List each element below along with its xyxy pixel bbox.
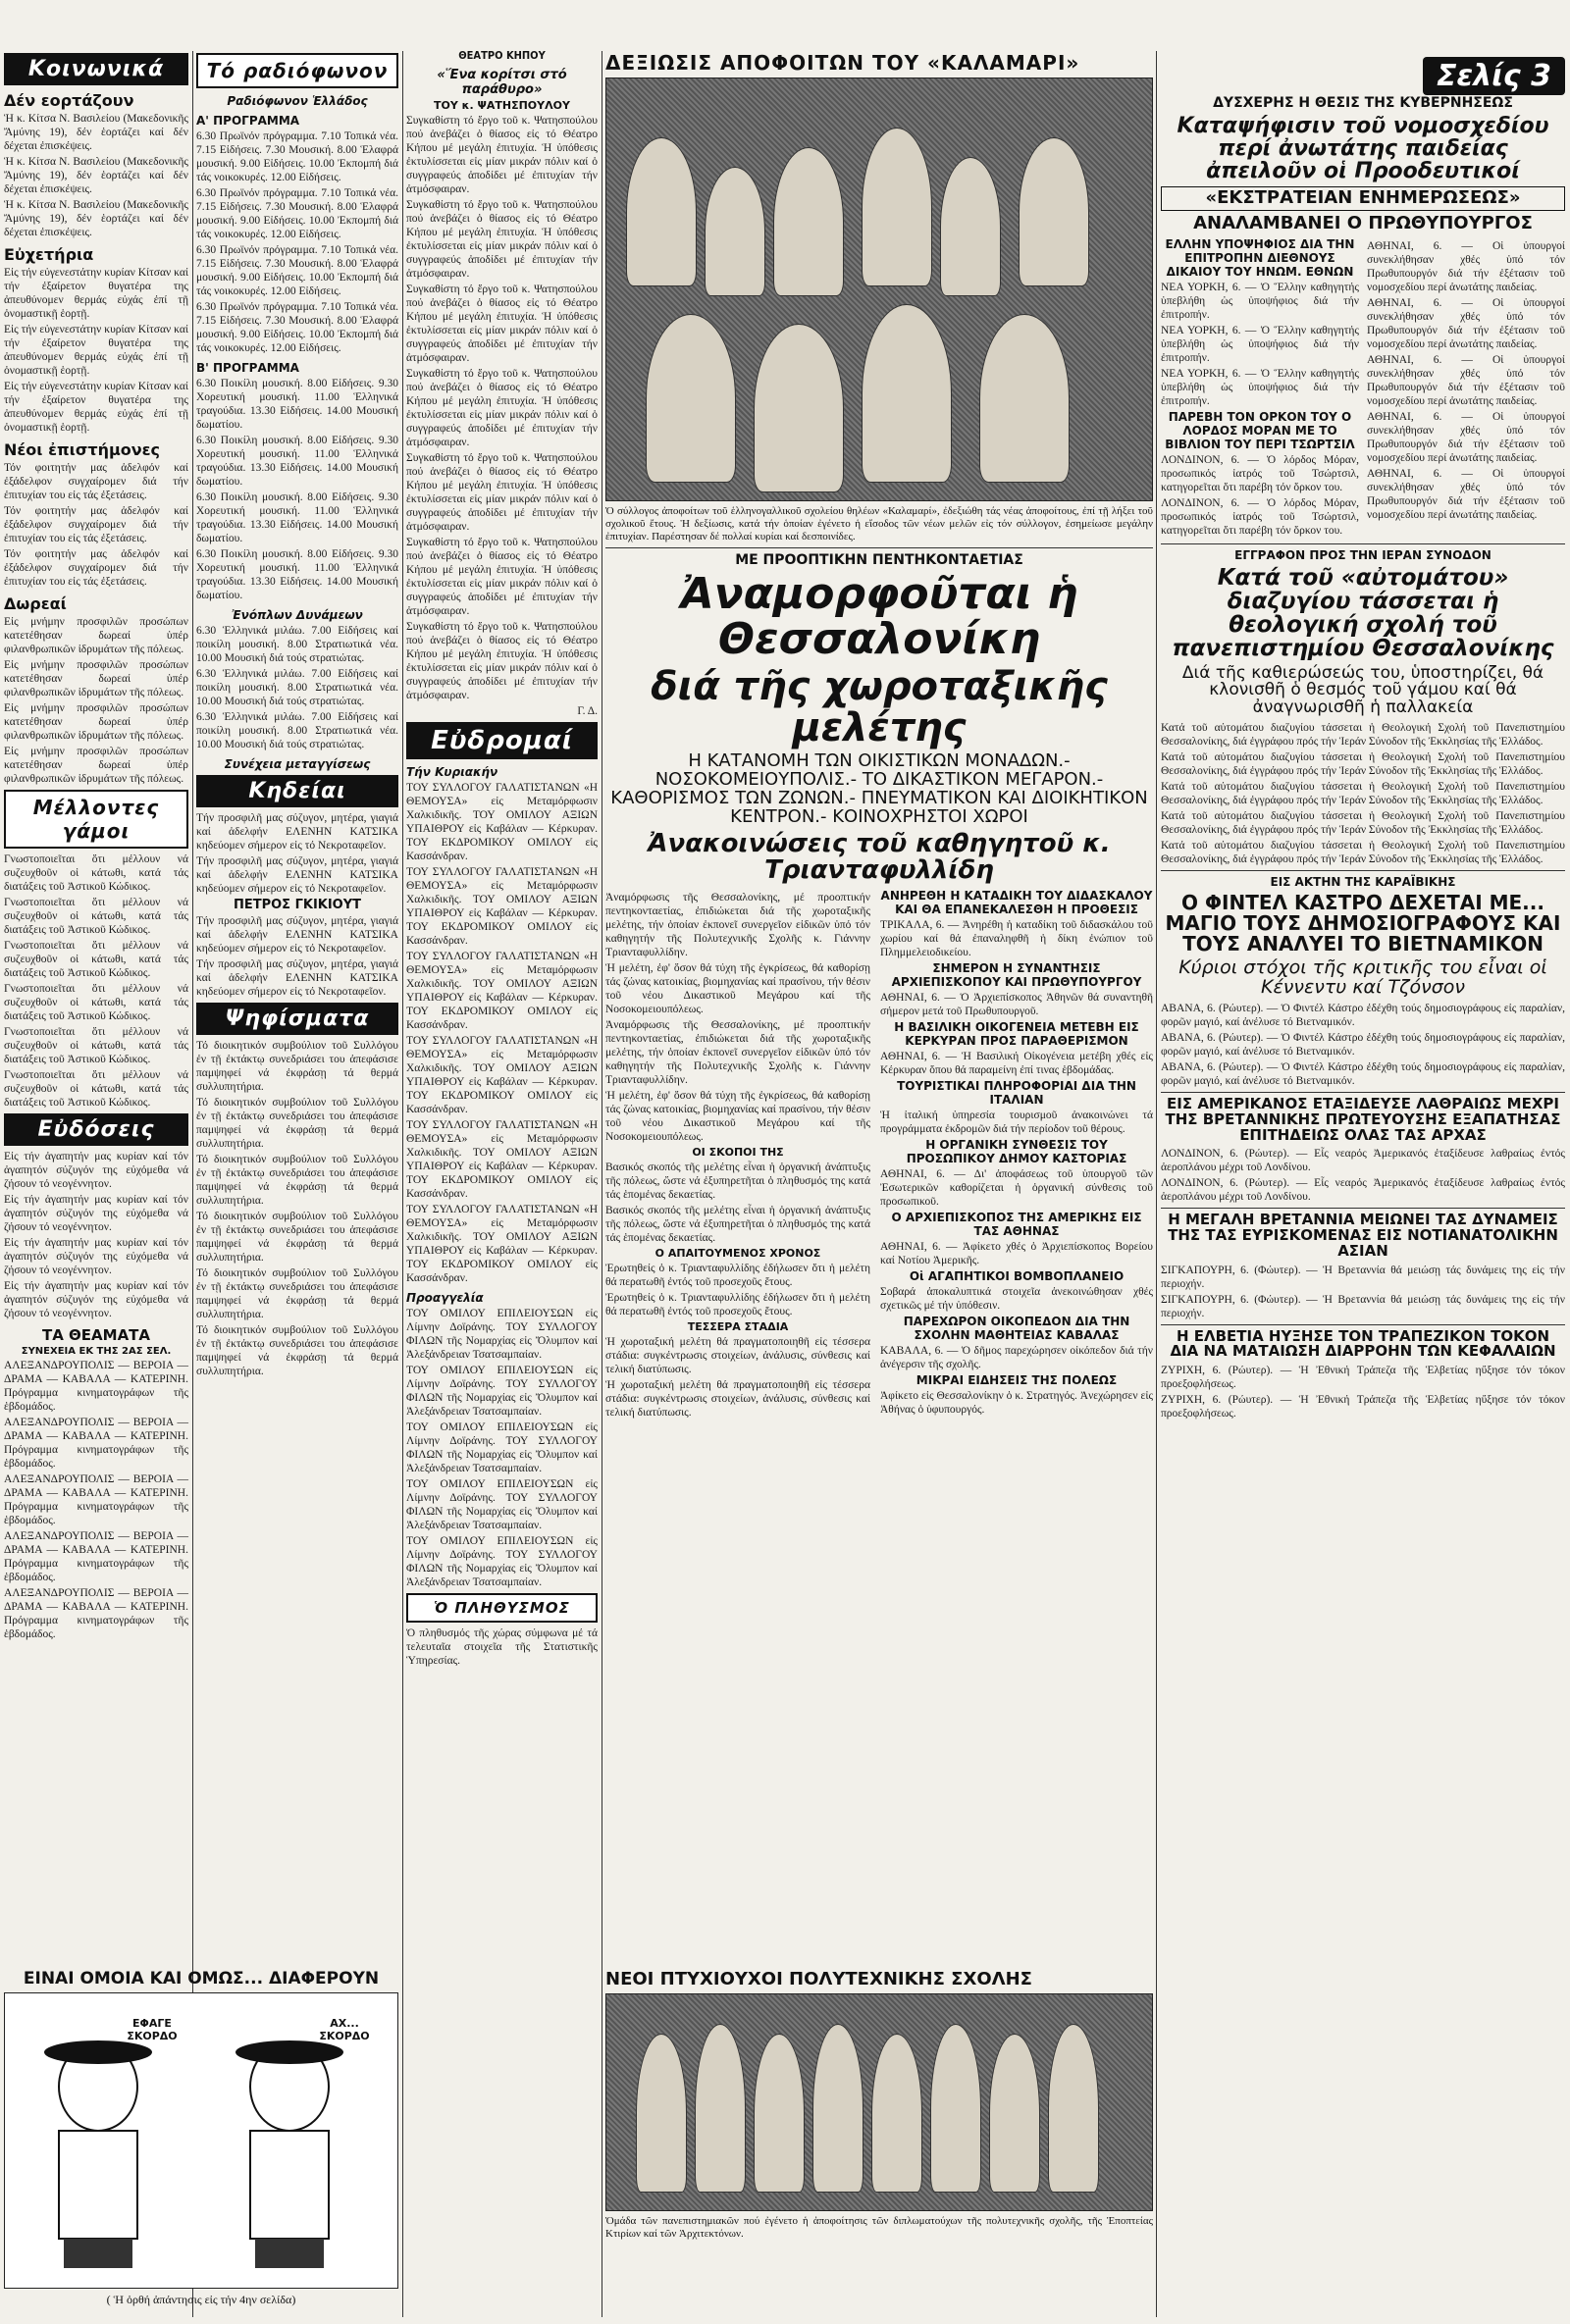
article-text: Ἡ ἰταλική ὑπηρεσία τουρισμοῦ ἀνακοινώνει τά προγράμματα ἐκδρομῶν διά τήν περίοδον τοῦ θέρους. (880, 1109, 1153, 1135)
article-text: Τήν προσφιλῆ μας σύζυγον, μητέρα, γιαγιά καί ἀδελφήν ΕΛΕΝΗΝ ΚΑΤΣΙΚΑ κηδεύομεν σήμερον εἰς τό Νεκροταφεῖον. (196, 915, 398, 955)
subheadline: Διά τῆς καθιερώσεώς του, ὑποστηρίζει, θά κλονισθῆ ὁ θεσμός τοῦ γάμου καί θά ἀναγνωρισθῆ ἡ παλλακεία (1181, 662, 1544, 718)
headline: ΑΝΑΛΑΜΒΑΝΕΙ Ο ΠΡΩΘΥΠΟΥΡΓΟΣ (1193, 213, 1533, 234)
article-text: Ἡ μελέτη, ἐφ' ὅσον θά τύχη τῆς ἐγκρίσεως, θά καθορίσῃ τάς ζώνας κατοικίας, βιομηχανίας καί πρασίνου, τήν θέσιν τοῦ νέου Δικαστικοῦ Μεγάρου καί τῆς Νοσοκομειουπόλεως. (605, 961, 870, 1015)
article-text: Βασικός σκοπός τῆς μελέτης εἶναι ἡ ὀργανική ἀνάπτυξις τῆς πόλεως, ὥστε νά ἐξυπηρετῆται ὁ πληθυσμός της κατά τάς ἑπομένας δεκαετίας. (605, 1161, 870, 1201)
article-text: ΤΡΙΚΑΛΑ, 6. — Ἀνηρέθη ἡ καταδίκη τοῦ διδασκάλου τοῦ χωρίου καί θά ἐπαναληφθῆ ἡ δίκη ἐνώπιον τοῦ Πλημμελειοδικείου. (880, 918, 1153, 958)
photo-figure (979, 314, 1070, 483)
article-text: 6.30 Ἑλληνικά μιλάω. 7.00 Εἰδήσεις καί ποικίλη μουσική. 8.00 Στρατιωτικά νέα. 10.00 Μουσική διά τούς στρατιώτας. (196, 711, 398, 750)
article-text: ΚΑΒΑΛΑ, 6. — Ὁ δῆμος παρεχώρησεν οἰκόπεδον διά τήν ἀνέγερσιν τῆς σχολῆς. (880, 1344, 1153, 1370)
radio-subtitle: Ραδιόφωνον Ἑλλάδος (227, 94, 368, 108)
photo-figure (695, 2024, 746, 2193)
article-text: Ἡ κ. Κίτσα Ν. Βασιλείου (Μακεδονικῆς Ἄμύνης 19), δέν ἑορτάζει καί δέν δέχεται ἐπισκέψεις. (4, 113, 188, 152)
armed-forces-title: Ἐνόπλων Δυνάμεων (232, 608, 363, 622)
column-social (4, 49, 188, 1643)
photo-figure (862, 304, 952, 483)
article-text: ΑΒΑΝΑ, 6. (Ρώυτερ). — Ὁ Φιντέλ Κάστρο ἐδέχθη τούς δημοσιογράφους εἰς παραλίαν, φορῶν μαγιό, καί ἀνέλυσε τό Βιετναμικόν. (1161, 1032, 1565, 1059)
article-text: ΤΟΥ ΣΥΛΛΟΓΟΥ ΓΑΛΑΤΙΣΤΑΝΩΝ «Η ΘΕΜΟΥΣΑ» εἰς Μεταμόρφωσιν Χαλκιδικῆς. ΤΟΥ ΟΜΙΛΟΥ ΑΞΙΩΝ ΥΠΑΙΘΡΟΥ εἰς Καβάλαν — Κέρκυραν. ΤΟΥ ΕΚΔΡΟΜΙΚΟΥ ΟΜΙΛΟΥ εἰς Κασσάνδραν. (406, 866, 598, 947)
banner-eydromai: Εὐδρομαί (406, 722, 598, 759)
article-right-column (880, 889, 1153, 1421)
article-text: Ἀφίκετο εἰς Θεσσαλονίκην ὁ κ. Στρατηγός. Ἀνεχώρησεν εἰς Ἀθήνας ὁ ὑφυπουργός. (880, 1389, 1153, 1416)
subcolumn (1367, 237, 1565, 540)
column-right (1161, 57, 1565, 1422)
article-text: Γνωστοποιεῖται ὅτι μέλλουν νά συζευχθοῦν οἱ κάτωθι, κατά τάς διατάξεις τοῦ Ἀστικοῦ Κώδικος. (4, 983, 188, 1022)
page-number: Σελίς 3 (1423, 57, 1565, 95)
column-rule (1156, 51, 1157, 2317)
banner-radiofono: Τό ραδιόφωνον (196, 53, 398, 88)
theamata-continued: ΣΥΝΕΧΕΙΑ ΕΚ ΤΗΣ 2ΑΣ ΣΕΛ. (21, 1346, 172, 1357)
article-text: Γνωστοποιεῖται ὅτι μέλλουν νά συζευχθοῦν οἱ κάτωθι, κατά τάς διατάξεις τοῦ Ἀστικοῦ Κώδικος. (4, 897, 188, 936)
photo-caption: Ὁ σύλλογος ἀποφοίτων τοῦ ἑλληνογαλλικοῦ σχολείου θηλέων «Καλαμαρί», ἐδεξιώθη τάς νέας ἀποφοίτους, ἐπί τῇ λήξει τοῦ σχολικοῦ ἔτους. Ἡ δεξίωσις, κατά τήν ὁποίαν ἐγένετο ἡ εἴσοδος τῶν νέων μελῶν εἰς τόν σύλλογον, ἐσημείωσε μεγάλην ἐπιτυχίαν. Παρέστησαν δέ πολλαί κυρίαι καί δεσποινίδες. (605, 505, 1153, 542)
article-text: 6.30 Ἑλληνικά μιλάω. 7.00 Εἰδήσεις καί ποικίλη μουσική. 8.00 Στρατιωτικά νέα. 10.00 Μουσική διά τούς στρατιώτας. (196, 625, 398, 664)
section-title: Ο ΑΠΑΙΤΟΥΜΕΝΟΣ ΧΡΟΝΟΣ (654, 1246, 821, 1260)
article-text: ΑΒΑΝΑ, 6. (Ρώυτερ). — Ὁ Φιντέλ Κάστρο ἐδέχθη τούς δημοσιογράφους εἰς παραλίαν, φορῶν μαγιό, καί ἀνέλυσε τό Βιετναμικόν. (1161, 1061, 1565, 1088)
main-subhead: Η ΚΑΤΑΝΟΜΗ ΤΩΝ ΟΙΚΙΣΤΙΚΩΝ ΜΟΝΑΔΩΝ.- ΝΟΣΟΚΟΜΕΙΟΥΠΟΛΙΣ.- ΤΟ ΔΙΚΑΣΤΙΚΟΝ ΜΕΓΑΡΟΝ.- ΚΑΘΟΡΙΣΜΟΣ ΤΩΝ ΖΩΝΩΝ.- ΠΝΕΥΜΑΤΙΚΟΝ ΚΑΙ ΔΙΟΙΚΗΤΙΚΟΝ ΚΕΝΤΡΟΝ.- ΚΟΙΝΟΧΡΗΣΤΟΙ ΧΩΡΟΙ (610, 750, 1148, 828)
article-text: 6.30 Ποικίλη μουσική. 8.00 Εἰδήσεις. 9.30 Χορευτική μουσική. 11.00 Ἑλληνικά τραγούδια. 13.30 Εἰδήσεις. 14.00 Μουσική δωματίου. (196, 378, 398, 431)
article-text: Γνωστοποιεῖται ὅτι μέλλουν νά συζευχθοῦν οἱ κάτωθι, κατά τάς διατάξεις τοῦ Ἀστικοῦ Κώδικος. (4, 853, 188, 893)
article-text: 6.30 Πρωϊνόν πρόγραμμα. 7.10 Τοπικά νέα. 7.15 Εἰδήσεις. 7.30 Μουσική. 8.00 Ἑλαφρά μουσική. 9.00 Εἰδήσεις. 10.00 Ἐκπομπή διά τάς νοικοκυρές. 12.00 Εἰδήσεις. (196, 244, 398, 297)
article-text: ΑΘΗΝΑΙ, 6. — Οἱ ὑπουργοί συνεκλήθησαν χθές ὑπό τόν Πρωθυπουργόν διά τήν ἐξέτασιν τοῦ νομοσχεδίου περί ἀνωτάτης παιδείας. (1367, 354, 1565, 408)
brief-headline: ΑΝΗΡΕΘΗ Η ΚΑΤΑΔΙΚΗ ΤΟΥ ΔΙΔΑΣΚΑΛΟΥ ΚΑΙ ΘΑ ΕΠΑΝΕΚΑΛΕΣΘΗ Η ΠΡΟΘΕΣΙΣ (880, 888, 1153, 916)
article-text: Τό διοικητικόν συμβούλιον τοῦ Συλλόγου ἐν τῇ ἐκτάκτῳ συνεδριάσει του ἀπεφάσισε παμψηφεί νά ἐκφράσῃ τά θερμά συλλυπητήρια. (196, 1267, 398, 1320)
article-text: Τό διοικητικόν συμβούλιον τοῦ Συλλόγου ἐν τῇ ἐκτάκτῳ συνεδριάσει του ἀπεφάσισε παμψηφεί νά ἐκφράσῃ τά θερμά συλλυπητήρια. (196, 1154, 398, 1207)
brief-headline: Ο ΑΡΧΙΕΠΙΣΚΟΠΟΣ ΤΗΣ ΑΜΕΡΙΚΗΣ ΕΙΣ ΤΑΣ ΑΘΗΝΑΣ (891, 1210, 1142, 1238)
article-text: ΖΥΡΙΧΗ, 6. (Ρώυτερ). — Ἡ Ἐθνική Τράπεζα τῆς Ἑλβετίας ηὔξησε τόν τόκον προεξοφλήσεως. (1161, 1394, 1565, 1420)
photo-figure (626, 137, 697, 286)
article-text: Τό διοικητικόν συμβούλιον τοῦ Συλλόγου ἐν τῇ ἐκτάκτῳ συνεδριάσει του ἀπεφάσισε παμψηφεί νά ἐκφράσῃ τά θερμά συλλυπητήρια. (196, 1211, 398, 1264)
photo-figure (989, 2034, 1040, 2193)
section-title: Δέν εορτάζουν (4, 91, 134, 110)
cartoon-headline: ΕΙΝΑΙ ΟΜΟΙΑ ΚΑΙ ΟΜΩΣ... ΔΙΑΦΕΡΟΥΝ (23, 1969, 380, 1988)
photo-figure (754, 2034, 805, 2193)
article-text: ΑΘΗΝΑΙ, 6. — Ἀφίκετο χθές ὁ Ἀρχιεπίσκοπος Βορείου καί Νοτίου Ἀμερικῆς. (880, 1240, 1153, 1266)
article-signature: Γ. Δ. (577, 705, 598, 717)
article-text: Συγκαθίστη τό ἔργο τοῦ κ. Ψατησπούλου πού ἀνεβάζει ὁ θίασος εἰς τό Θέατρο Κήπου μέ μεγάλη ἐπιτυχία. Ἡ ὑπόθεσις ἐκτυλίσσεται εἰς μίαν μικράν πόλιν καί ὁ συγγραφεύς ἀποδίδει μέ ἐπιτυχίαν τήν ἀτμόσφαιραν. (406, 452, 598, 533)
subcolumn (1161, 237, 1359, 540)
article-text: Γνωστοποιεῖται ὅτι μέλλουν νά συζευχθοῦν οἱ κάτωθι, κατά τάς διατάξεις τοῦ Ἀστικοῦ Κώδικος. (4, 1069, 188, 1109)
photo-figure (636, 2034, 687, 2193)
article-text: 6.30 Πρωϊνόν πρόγραμμα. 7.10 Τοπικά νέα. 7.15 Εἰδήσεις. 7.30 Μουσική. 8.00 Ἑλαφρά μουσική. 9.00 Εἰδήσεις. 10.00 Ἐκπομπή διά τάς νοικοκυρές. 12.00 Εἰδήσεις. (196, 187, 398, 240)
article-text: Ἡ κ. Κίτσα Ν. Βασιλείου (Μακεδονικῆς Ἄμύνης 19), δέν ἑορτάζει καί δέν δέχεται ἐπισκέψεις. (4, 156, 188, 195)
divider (1161, 1208, 1565, 1209)
article-text: Τόν φοιτητήν μας ἀδελφόν καί ἐξάδελφον συγχαίρομεν διά τήν ἐπιτυχίαν του εἰς τάς ἐξετάσεις. (4, 548, 188, 588)
article-text: Συγκαθίστη τό ἔργο τοῦ κ. Ψατησπούλου πού ἀνεβάζει ὁ θίασος εἰς τό Θέατρο Κήπου μέ μεγάλη ἐπιτυχία. Ἡ ὑπόθεσις ἐκτυλίσσεται εἰς μίαν μικράν πόλιν καί ὁ συγγραφεύς ἀποδίδει μέ ἐπιτυχίαν τήν ἀτμόσφαιραν. (406, 284, 598, 364)
article-text: Εἰς τήν εὐγενεστάτην κυρίαν Κίτσαν καί τήν ἐξαίρετον θυγατέρα της ἀπευθύνομεν θερμάς εὐχάς ἐπί τῇ ὀνομαστικῇ ἑορτῇ. (4, 324, 188, 377)
banner-mellontes: Μέλλοντες γάμοι (4, 790, 188, 849)
section-title: Προαγγελία (406, 1291, 484, 1305)
section-title: Εὐχετήρια (4, 245, 94, 264)
article-text: Ἀναμόρφωσις τῆς Θεσσαλονίκης, μέ προοπτικήν πεντηκονταετίας, ἐπιδιώκεται διά τῆς χωροταξικῆς μελέτης, τήν ὁποίαν ἐκπονεῖ συνεργεῖον εἰδικῶν ὑπό τόν καθηγητήν τῆς Πολυτεχνικῆς Σχολῆς κ. Γιάννην Τριανταφυλλίδην. (605, 1018, 870, 1086)
graduates-section (605, 1967, 1153, 2245)
section-title: Συνέχεια μεταγγίσεως (224, 757, 371, 771)
article-text: ΤΟΥ ΣΥΛΛΟΓΟΥ ΓΑΛΑΤΙΣΤΑΝΩΝ «Η ΘΕΜΟΥΣΑ» εἰς Μεταμόρφωσιν Χαλκιδικῆς. ΤΟΥ ΟΜΙΛΟΥ ΑΞΙΩΝ ΥΠΑΙΘΡΟΥ εἰς Καβάλαν — Κέρκυραν. ΤΟΥ ΕΚΔΡΟΜΙΚΟΥ ΟΜΙΛΟΥ εἰς Κασσάνδραν. (406, 951, 598, 1031)
article-text: ΛΟΝΔΙΝΟΝ, 6. — Ὁ λόρδος Μόραν, προσωπικός ἰατρός τοῦ Τσώρτσιλ, κατηγορεῖται ὅτι παρέβη τόν ὅρκον του. (1161, 497, 1359, 538)
article-text: Κατά τοῦ αὐτομάτου διαζυγίου τάσσεται ἡ Θεολογική Σχολή τοῦ Πανεπιστημίου Θεσσαλονίκης, διά ἐγγράφου πρός τήν Ἱεράν Σύνοδον τῆς Ἐκκλησίας τῆς Ἑλλάδος. (1161, 781, 1565, 807)
article-text: Τό διοικητικόν συμβούλιον τοῦ Συλλόγου ἐν τῇ ἐκτάκτῳ συνεδριάσει του ἀπεφάσισε παμψηφεί νά ἐκφράσῃ τά θερμά συλλυπητήρια. (196, 1324, 398, 1377)
article-text: ΤΟΥ ΟΜΙΛΟΥ ΕΠΙΛΕΙΟΥΣΩΝ εἰς Λίμνην Δοϊράνης. ΤΟΥ ΣΥΛΛΟΓΟΥ ΦΙΛΩΝ τῆς Νομαρχίας εἰς Ὄλυμπον καί Ἀλεξάνδρειαν Τσατσαμπαίαν. (406, 1421, 598, 1474)
article-text: Τό διοικητικόν συμβούλιον τοῦ Συλλόγου ἐν τῇ ἐκτάκτῳ συνεδριάσει του ἀπεφάσισε παμψηφεί νά ἐκφράσῃ τά θερμά συλλυπητήρια. (196, 1040, 398, 1093)
photo-figure (812, 2024, 864, 2193)
article-text: Κατά τοῦ αὐτομάτου διαζυγίου τάσσεται ἡ Θεολογική Σχολή τοῦ Πανεπιστημίου Θεσσαλονίκης, διά ἐγγράφου πρός τήν Ἱεράν Σύνοδον τῆς Ἐκκλησίας τῆς Ἑλλάδος. (1161, 810, 1565, 837)
brief-headline: ΜΙΚΡΑΙ ΕΙΔΗΣΕΙΣ ΤΗΣ ΠΟΛΕΩΣ (916, 1372, 1118, 1387)
article-text: Ἡ μελέτη, ἐφ' ὅσον θά τύχη τῆς ἐγκρίσεως, θά καθορίσῃ τάς ζώνας κατοικίας, βιομηχανίας καί πρασίνου, τήν θέσιν τοῦ νέου Δικαστικοῦ Μεγάρου καί τῆς Νοσοκομειουπόλεως. (605, 1089, 870, 1143)
theatre-title: ΘΕΑΤΡΟ ΚΗΠΟΥ (458, 49, 546, 62)
article-text: Γνωστοποιεῖται ὅτι μέλλουν νά συζευχθοῦν οἱ κάτωθι, κατά τάς διατάξεις τοῦ Ἀστικοῦ Κώδικος. (4, 1026, 188, 1065)
headline: Κατά τοῦ «αὐτομάτου» διαζυγίου τάσσεται ἡ θεολογική σχολή τοῦ πανεπιστημίου Θεσσαλονίκης (1172, 565, 1554, 662)
article-text: ΤΟΥ ΟΜΙΛΟΥ ΕΠΙΛΕΙΟΥΣΩΝ εἰς Λίμνην Δοϊράνης. ΤΟΥ ΣΥΛΛΟΓΟΥ ΦΙΛΩΝ τῆς Νομαρχίας εἰς Ὄλυμπον καί Ἀλεξάνδρειαν Τσατσαμπαίαν. (406, 1478, 598, 1531)
article-text: ΑΒΑΝΑ, 6. (Ρώυτερ). — Ὁ Φιντέλ Κάστρο ἐδέχθη τούς δημοσιογράφους εἰς παραλίαν, φορῶν μαγιό, καί ἀνέλυσε τό Βιετναμικόν. (1161, 1003, 1565, 1029)
column-theatre (406, 49, 598, 1670)
photo-figure (773, 147, 844, 296)
brief-headline: Η ΟΡΓΑΝΙΚΗ ΣΥΝΘΕΣΙΣ ΤΟΥ ΠΡΟΣΩΠΙΚΟΥ ΔΗΜΟΥ ΚΑΣΤΟΡΙΑΣ (906, 1137, 1127, 1165)
article-text: Συγκαθίστη τό ἔργο τοῦ κ. Ψατησπούλου πού ἀνεβάζει ὁ θίασος εἰς τό Θέατρο Κήπου μέ μεγάλη ἐπιτυχία. Ἡ ὑπόθεσις ἐκτυλίσσεται εἰς μίαν μικράν πόλιν καί ὁ συγγραφεύς ἀποδίδει μέ ἐπιτυχίαν τήν ἀτμόσφαιραν. (406, 199, 598, 280)
subheadline: Κύριοι στόχοι τῆς κριτικῆς του εἶναι οἱ Κέννεντυ καί Τζόνσον (1178, 956, 1547, 999)
left-figure-icon (44, 2040, 152, 2268)
column-center (605, 49, 1153, 1421)
article-text: Εἰς τήν εὐγενεστάτην κυρίαν Κίτσαν καί τήν ἐξαίρετον θυγατέρα της ἀπευθύνομεν θερμάς εὐχάς ἐπί τῇ ὀνομαστικῇ ἑορτῇ. (4, 267, 188, 320)
article-text: ΑΘΗΝΑΙ, 6. — Οἱ ὑπουργοί συνεκλήθησαν χθές ὑπό τόν Πρωθυπουργόν διά τήν ἐξέτασιν τοῦ νομοσχεδίου περί ἀνωτάτης παιδείας. (1367, 468, 1565, 522)
play-author: ΤΟΥ κ. ΨΑΤΗΣΠΟΥΛΟΥ (434, 99, 570, 112)
article-text: ΑΛΕΞΑΝΔΡΟΥΠΟΛΙΣ — ΒΕΡΟΙΑ — ΔΡΑΜΑ — ΚΑΒΑΛΑ — ΚΑΤΕΡΙΝΗ. Πρόγραμμα κινηματογράφων τῆς ἑβδομάδος. (4, 1473, 188, 1526)
article-text: ΖΥΡΙΧΗ, 6. (Ρώυτερ). — Ἡ Ἐθνική Τράπεζα τῆς Ἑλβετίας ηὔξησε τόν τόκον προεξοφλήσεως. (1161, 1365, 1565, 1391)
article-text: Κατά τοῦ αὐτομάτου διαζυγίου τάσσεται ἡ Θεολογική Σχολή τοῦ Πανεπιστημίου Θεσσαλονίκης, διά ἐγγράφου πρός τήν Ἱεράν Σύνοδον τῆς Ἐκκλησίας τῆς Ἑλλάδος. (1161, 840, 1565, 866)
brief-headline: ΣΗΜΕΡΟΝ Η ΣΥΝΑΝΤΗΣΙΣ ΑΡΧΙΕΠΙΣΚΟΠΟΥ ΚΑΙ ΠΡΩΘΥΠΟΥΡΓΟΥ (891, 960, 1142, 989)
article-text: Ἐρωτηθείς ὁ κ. Τριανταφυλλίδης ἐδήλωσεν ὅτι ἡ μελέτη θά περατωθῆ ἐντός τοῦ προσεχοῦς ἔτους. (605, 1291, 870, 1317)
article-text: Εἰς τήν εὐγενεστάτην κυρίαν Κίτσαν καί τήν ἐξαίρετον θυγατέρα της ἀπευθύνομεν θερμάς εὐχάς ἐπί τῇ ὀνομαστικῇ ἑορτῇ. (4, 381, 188, 434)
column-rule (402, 51, 403, 2317)
article-text: Εἰς μνήμην προσφιλῶν προσώπων κατετέθησαν δωρεαί ὑπέρ φιλανθρωπικῶν ἱδρυμάτων τῆς πόλεως. (4, 702, 188, 742)
article-text: ΑΘΗΝΑΙ, 6. — Οἱ ὑπουργοί συνεκλήθησαν χθές ὑπό τόν Πρωθυπουργόν διά τήν ἐξέτασιν τοῦ νομοσχεδίου περί ἀνωτάτης παιδείας. (1367, 297, 1565, 351)
divider (605, 547, 1153, 548)
article-text: Ἡ κ. Κίτσα Ν. Βασιλείου (Μακεδονικῆς Ἄμύνης 19), δέν ἑορτάζει καί δέν δέχεται ἐπισκέψεις. (4, 199, 188, 238)
article-text: 6.30 Πρωϊνόν πρόγραμμα. 7.10 Τοπικά νέα. 7.15 Εἰδήσεις. 7.30 Μουσική. 8.00 Ἑλαφρά μουσική. 9.00 Εἰδήσεις. 10.00 Ἐκπομπή διά τάς νοικοκυρές. 12.00 Εἰδήσεις. (196, 301, 398, 354)
article-text: Ἡ χωροταξική μελέτη θά πραγματοποιηθῆ εἰς τέσσερα στάδια: συγκέντρωσις στοιχείων, ἀνάλυσις, σύνθεσις καί τελική διατύπωσις. (605, 1378, 870, 1419)
headline-box: «ΕΚΣΤΡΑΤΕΙΑΝ ΕΝΗΜΕΡΩΣΕΩΣ» (1161, 186, 1565, 211)
play-title: «Ἕνα κορίτσι στό παράθυρο» (437, 68, 567, 97)
photo-figure (930, 2024, 981, 2193)
headline: Η ΕΛΒΕΤΙΑ ΗΥΞΗΣΕ ΤΟΝ ΤΡΑΠΕΖΙΚΟΝ ΤΟΚΟΝ ΔΙΑ ΝΑ ΜΑΤΑΙΩΣΗ ΔΙΑΡΡΟΗΝ ΤΩΝ ΚΕΦΑΛΑΙΩΝ (1170, 1326, 1556, 1361)
banner-koinonika: Κοινωνικά (4, 53, 188, 85)
article-text: 6.30 Πρωϊνόν πρόγραμμα. 7.10 Τοπικά νέα. 7.15 Εἰδήσεις. 7.30 Μουσική. 8.00 Ἑλαφρά μουσική. 9.00 Εἰδήσεις. 10.00 Ἐκπομπή διά τάς νοικοκυρές. 12.00 Εἰδήσεις. (196, 130, 398, 183)
graduates-headline: ΝΕΟΙ ΠΤΥΧΙΟΥΧΟΙ ΠΟΛΥΤΕΧΝΙΚΗΣ ΣΧΟΛΗΣ (605, 1969, 1032, 1989)
article-text: Συγκαθίστη τό ἔργο τοῦ κ. Ψατησπούλου πού ἀνεβάζει ὁ θίασος εἰς τό Θέατρο Κήπου μέ μεγάλη ἐπιτυχία. Ἡ ὑπόθεσις ἐκτυλίσσεται εἰς μίαν μικράν πόλιν καί ὁ συγγραφεύς ἀποδίδει μέ ἐπιτυχίαν τήν ἀτμόσφαιραν. (406, 368, 598, 448)
article-text: ΑΘΗΝΑΙ, 6. — Οἱ ὑπουργοί συνεκλήθησαν χθές ὑπό τόν Πρωθυπουργόν διά τήν ἐξέτασιν τοῦ νομοσχεδίου περί ἀνωτάτης παιδείας. (1367, 411, 1565, 465)
reception-photo (605, 77, 1153, 501)
photo-figure (705, 167, 765, 296)
article-text: ΤΟΥ ΣΥΛΛΟΓΟΥ ΓΑΛΑΤΙΣΤΑΝΩΝ «Η ΘΕΜΟΥΣΑ» εἰς Μεταμόρφωσιν Χαλκιδικῆς. ΤΟΥ ΟΜΙΛΟΥ ΑΞΙΩΝ ΥΠΑΙΘΡΟΥ εἰς Καβάλαν — Κέρκυραν. ΤΟΥ ΕΚΔΡΟΜΙΚΟΥ ΟΜΙΛΟΥ εἰς Κασσάνδραν. (406, 1035, 598, 1115)
divider (1161, 870, 1565, 871)
brief-headline: ΤΟΥΡΙΣΤΙΚΑΙ ΠΛΗΡΟΦΟΡΙΑΙ ΔΙΑ ΤΗΝ ΙΤΑΛΙΑΝ (897, 1078, 1136, 1107)
article-text: 6.30 Ποικίλη μουσική. 8.00 Εἰδήσεις. 9.30 Χορευτική μουσική. 11.00 Ἑλληνικά τραγούδια. 13.30 Εἰδήσεις. 14.00 Μουσική δωματίου. (196, 548, 398, 601)
article-text: ΣΙΓΚΑΠΟΥΡΗ, 6. (Φώυτερ). — Ἡ Βρεταννία θά μειώσῃ τάς δυνάμεις της εἰς τήν περιοχήν. (1161, 1293, 1565, 1319)
article-text: ΑΛΕΞΑΝΔΡΟΥΠΟΛΙΣ — ΒΕΡΟΙΑ — ΔΡΑΜΑ — ΚΑΒΑΛΑ — ΚΑΤΕΡΙΝΗ. Πρόγραμμα κινηματογράφων τῆς ἑβδομάδος. (4, 1417, 188, 1470)
kicker: ΕΓΓΡΑΦΟΝ ΠΡΟΣ ΤΗΝ ΙΕΡΑΝ ΣΥΝΟΔΟΝ (1234, 548, 1492, 563)
section-title: Νέοι ἐπιστήμονες (4, 440, 161, 459)
article-text: ΛΟΝΔΙΝΟΝ, 6. — Ὁ λόρδος Μόραν, προσωπικός ἰατρός τοῦ Τσώρτσιλ, κατηγορεῖται ὅτι παρέβη τόν ὅρκον του. (1161, 454, 1359, 494)
article-text: Τό διοικητικόν συμβούλιον τοῦ Συλλόγου ἐν τῇ ἐκτάκτῳ συνεδριάσει του ἀπεφάσισε παμψηφεί νά ἐκφράσῃ τά θερμά συλλυπητήρια. (196, 1097, 398, 1150)
theamata-title: ΤΑ ΘΕΑΜΑΤΑ (41, 1326, 151, 1344)
article-text: ΤΟΥ ΣΥΛΛΟΓΟΥ ΓΑΛΑΤΙΣΤΑΝΩΝ «Η ΘΕΜΟΥΣΑ» εἰς Μεταμόρφωσιν Χαλκιδικῆς. ΤΟΥ ΟΜΙΛΟΥ ΑΞΙΩΝ ΥΠΑΙΘΡΟΥ εἰς Καβάλαν — Κέρκυραν. ΤΟΥ ΕΚΔΡΟΜΙΚΟΥ ΟΜΙΛΟΥ εἰς Κασσάνδραν. (406, 1204, 598, 1284)
article-text: ΣΙΓΚΑΠΟΥΡΗ, 6. (Φώυτερ). — Ἡ Βρεταννία θά μειώσῃ τάς δυνάμεις της εἰς τήν περιοχήν. (1161, 1264, 1565, 1290)
article-text: ΤΟΥ ΟΜΙΛΟΥ ΕΠΙΛΕΙΟΥΣΩΝ εἰς Λίμνην Δοϊράνης. ΤΟΥ ΣΥΛΛΟΓΟΥ ΦΙΛΩΝ τῆς Νομαρχίας εἰς Ὄλυμπον καί Ἀλεξάνδρειαν Τσατσαμπαίαν. (406, 1365, 598, 1418)
article-text: ΤΟΥ ΣΥΛΛΟΓΟΥ ΓΑΛΑΤΙΣΤΑΝΩΝ «Η ΘΕΜΟΥΣΑ» εἰς Μεταμόρφωσιν Χαλκιδικῆς. ΤΟΥ ΟΜΙΛΟΥ ΑΞΙΩΝ ΥΠΑΙΘΡΟΥ εἰς Καβάλαν — Κέρκυραν. ΤΟΥ ΕΚΔΡΟΜΙΚΟΥ ΟΜΙΛΟΥ εἰς Κασσάνδραν. (406, 1119, 598, 1200)
section-title: Δωρεαί (4, 594, 67, 613)
article-text: Τήν προσφιλῆ μας σύζυγον, μητέρα, γιαγιά καί ἀδελφήν ΕΛΕΝΗΝ ΚΑΤΣΙΚΑ κηδεύομεν σήμερον εἰς τό Νεκροταφεῖον. (196, 958, 398, 998)
article-text: Βασικός σκοπός τῆς μελέτης εἶναι ἡ ὀργανική ἀνάπτυξις τῆς πόλεως, ὥστε νά ἐξυπηρετῆται ὁ πληθυσμός της κατά τάς ἑπομένας δεκαετίας. (605, 1204, 870, 1244)
article-text: ΤΟΥ ΣΥΛΛΟΓΟΥ ΓΑΛΑΤΙΣΤΑΝΩΝ «Η ΘΕΜΟΥΣΑ» εἰς Μεταμόρφωσιν Χαλκιδικῆς. ΤΟΥ ΟΜΙΛΟΥ ΑΞΙΩΝ ΥΠΑΙΘΡΟΥ εἰς Καβάλαν — Κέρκυραν. ΤΟΥ ΕΚΔΡΟΜΙΚΟΥ ΟΜΙΛΟΥ εἰς Κασσάνδραν. (406, 782, 598, 862)
article-text: ΑΘΗΝΑΙ, 6. — Ἡ Βασιλική Οἰκογένεια μετέβη χθές εἰς Κέρκυραν ὅπου θά παραμείνη ἐπί τινας ἑβδομάδας. (880, 1050, 1153, 1076)
photo-figure (862, 128, 932, 286)
brief-headline: Η ΒΑΣΙΛΙΚΗ ΟΙΚΟΓΕΝΕΙΑ ΜΕΤΕΒΗ ΕΙΣ ΚΕΡΚΥΡΑΝ ΠΡΟΣ ΠΑΡΑΘΕΡΙΣΜΟΝ (894, 1019, 1139, 1048)
program-b-title: Β' ΠΡΟΓΡΑΜΜΑ (196, 361, 299, 375)
column-radio (196, 49, 398, 1380)
article-text: ΝΕΑ ΥΟΡΚΗ, 6. — Ὁ Ἕλλην καθηγητής ὑπεβλήθη ὡς ὑποψήφιος διά τήν ἐπιτροπήν. (1161, 282, 1359, 322)
article-columns (605, 889, 1153, 1421)
photo-figure (754, 324, 844, 492)
article-text: ΛΟΝΔΙΝΟΝ, 6. (Ρώυτερ). — Εἷς νεαρός Ἀμερικανός ἐταξίδευσε λαθραίως ἐντός ἀεροπλάνου μέχρι τοῦ Λονδίνου. (1161, 1148, 1565, 1174)
headline: Καταψήφισιν τοῦ νομοσχεδίου περί ἀνωτάτης παιδείας ἀπειλοῦν οἱ Προοδευτικοί (1177, 114, 1549, 184)
photo-figure (1019, 137, 1089, 286)
photo-caption: Ὁμάδα τῶν πανεπιστημιακῶν πού ἐγένετο ἡ ἀποφοίτησις τῶν διπλωματούχων τῆς πολυτεχνικῆς σχολῆς, τῆς Ἐποπτείας Κτιρίων καί τῶν Ἀρχιτεκτόνων. (605, 2214, 1153, 2240)
section-title: Τήν Κυριακήν (406, 765, 498, 779)
article-text: Ἐρωτηθείς ὁ κ. Τριανταφυλλίδης ἐδήλωσεν ὅτι ἡ μελέτη θά περατωθῆ ἐντός τοῦ προσεχοῦς ἔτους. (605, 1262, 870, 1288)
article-text: Εἰς μνήμην προσφιλῶν προσώπων κατετέθησαν δωρεαί ὑπέρ φιλανθρωπικῶν ἱδρυμάτων τῆς πόλεως. (4, 746, 188, 785)
article-text: ΑΛΕΞΑΝΔΡΟΥΠΟΛΙΣ — ΒΕΡΟΙΑ — ΔΡΑΜΑ — ΚΑΒΑΛΑ — ΚΑΤΕΡΙΝΗ. Πρόγραμμα κινηματογράφων τῆς ἑβδομάδος. (4, 1360, 188, 1413)
cartoon-panel (4, 1992, 398, 2289)
article-text: 6.30 Ποικίλη μουσική. 8.00 Εἰδήσεις. 9.30 Χορευτική μουσική. 11.00 Ἑλληνικά τραγούδια. 13.30 Εἰδήσεις. 14.00 Μουσική δωματίου. (196, 491, 398, 544)
divider (1161, 1324, 1565, 1325)
article-text: Εἰς τήν ἀγαπητήν μας κυρίαν καί τόν ἀγαπητόν σύζυγόν της εὐχόμεθα νά ζήσουν τό νεογέννητον. (4, 1280, 188, 1319)
article-text: 6.30 Ἑλληνικά μιλάω. 7.00 Εἰδήσεις καί ποικίλη μουσική. 8.00 Στρατιωτικά νέα. 10.00 Μουσική διά τούς στρατιώτας. (196, 668, 398, 707)
banner-kideia: Κηδείαι (196, 775, 398, 807)
graduates-photo (605, 1993, 1153, 2211)
article-text: Συγκαθίστη τό ἔργο τοῦ κ. Ψατησπούλου πού ἀνεβάζει ὁ θίασος εἰς τό Θέατρο Κήπου μέ μεγάλη ἐπιτυχία. Ἡ ὑπόθεσις ἐκτυλίσσεται εἰς μίαν μικράν πόλιν καί ὁ συγγραφεύς ἀποδίδει μέ ἐπιτυχίαν τήν ἀτμόσφαιραν. (406, 537, 598, 617)
article-text: Ὁ πληθυσμός τῆς χώρας σύμφωνα μέ τά τελευταῖα στοιχεῖα τῆς Στατιστικῆς Ὑπηρεσίας. (406, 1627, 598, 1667)
page-number-block (1161, 57, 1565, 95)
deceased-name: ΠΕΤΡΟΣ ΓΚΙΚΙΟΥΤ (233, 898, 362, 912)
photo-figure (871, 2034, 922, 2193)
article-text: Εἰς τήν ἀγαπητήν μας κυρίαν καί τόν ἀγαπητόν σύζυγόν της εὐχόμεθα νά ζήσουν τό νεογέννητον. (4, 1194, 188, 1233)
photo-figure (1048, 2024, 1099, 2193)
article-text: Ἀναμόρφωσις τῆς Θεσσαλονίκης, μέ προοπτικήν πεντηκονταετίας, ἐπιδιώκεται διά τῆς χωροταξικῆς μελέτης, τήν ὁποίαν ἐκπονεῖ συνεργεῖον εἰδικῶν ὑπό τόν καθηγητήν τῆς Πολυτεχνικῆς Σχολῆς κ. Γιάννην Τριανταφυλλίδην. (605, 891, 870, 958)
article-text: ΛΟΝΔΙΝΟΝ, 6. (Ρώυτερ). — Εἷς νεαρός Ἀμερικανός ἐταξίδευσε λαθραίως ἐντός ἀεροπλάνου μέχρι τοῦ Λονδίνου. (1161, 1177, 1565, 1204)
photo-figure (646, 314, 736, 483)
article-text: Σοβαρά ἀποκαλυπτικά στοιχεῖα ἀνεκοινώθησαν χθές σχετικῶς μέ τήν ὑπόθεσιν. (880, 1285, 1153, 1312)
headline: ΕΙΣ ΑΜΕΡΙΚΑΝΟΣ ΕΤΑΞΙΔΕΥΣΕ ΛΑΘΡΑΙΩΣ ΜΕΧΡΙ ΤΗΣ ΒΡΕΤΑΝΝΙΚΗΣ ΠΡΩΤΕΥΟΥΣΗΣ ΕΞΑΠΑΤΗΣΑΣ ΕΠΙΤΗΔΕΙΩΣ ΟΛΑΣ ΤΑΣ ΑΡΧΑΣ (1165, 1095, 1561, 1144)
article-text: ΤΟΥ ΟΜΙΛΟΥ ΕΠΙΛΕΙΟΥΣΩΝ εἰς Λίμνην Δοϊράνης. ΤΟΥ ΣΥΛΛΟΓΟΥ ΦΙΛΩΝ τῆς Νομαρχίας εἰς Ὄλυμπον καί Ἀλεξάνδρειαν Τσατσαμπαίαν. (406, 1535, 598, 1588)
banner-eydoseis: Εὐδόσεις (4, 1113, 188, 1146)
cartoon-section (4, 1967, 398, 2307)
section-title: ΤΕΣΣΕΡΑ ΣΤΑΔΙΑ (687, 1319, 789, 1333)
reception-headline: ΔΕΞΙΩΣΙΣ ΑΠΟΦΟΙΤΩΝ ΤΟΥ «ΚΑΛΑΜΑΡΙ» (605, 51, 1080, 75)
article-text: ΑΘΗΝΑΙ, 6. — Οἱ ὑπουργοί συνεκλήθησαν χθές ὑπό τόν Πρωθυπουργόν διά τήν ἐξέτασιν τοῦ νομοσχεδίου περί ἀνωτάτης παιδείας. (1367, 240, 1565, 294)
banner-plithysmos: Ὁ ΠΛΗΘΥΣΜΟΣ (406, 1593, 598, 1623)
article-text: Τήν προσφιλῆ μας σύζυγον, μητέρα, γιαγιά καί ἀδελφήν ΕΛΕΝΗΝ ΚΑΤΣΙΚΑ κηδεύομεν σήμερον εἰς τό Νεκροταφεῖον. (196, 855, 398, 895)
main-kicker: ΜΕ ΠΡΟΟΠΤΙΚΗΝ ΠΕΝΤΗΚΟΝΤΑΕΤΙΑΣ (735, 552, 1023, 568)
divider (1161, 1092, 1565, 1093)
divider (1161, 543, 1565, 544)
article-text: Τόν φοιτητήν μας ἀδελφόν καί ἐξάδελφον συγχαίρομεν διά τήν ἐπιτυχίαν του εἰς τάς ἐξετάσεις. (4, 505, 188, 544)
right-figure-icon (236, 2040, 343, 2268)
article-text: Εἰς μνήμην προσφιλῶν προσώπων κατετέθησαν δωρεαί ὑπέρ φιλανθρωπικῶν ἱδρυμάτων τῆς πόλεως. (4, 659, 188, 698)
two-column-block (1161, 237, 1565, 540)
brief-headline: ΕΛΛΗΝ ΥΠΟΨΗΦΙΟΣ ΔΙΑ ΤΗΝ ΕΠΙΤΡΟΠΗΝ ΔΙΕΘΝΟΥΣ ΔΙΚΑΙΟΥ ΤΟΥ ΗΝΩΜ. ΕΘΝΩΝ (1165, 237, 1355, 280)
article-text: 6.30 Ποικίλη μουσική. 8.00 Εἰδήσεις. 9.30 Χορευτική μουσική. 11.00 Ἑλληνικά τραγούδια. 13.30 Εἰδήσεις. 14.00 Μουσική δωματίου. (196, 435, 398, 488)
article-text: ΑΘΗΝΑΙ, 6. — Δι' ἀποφάσεως τοῦ ὑπουργοῦ τῶν Ἐσωτερικῶν καθορίζεται ἡ ὀργανική σύνθεσις τοῦ προσωπικοῦ. (880, 1167, 1153, 1208)
banner-psifismata: Ψηφίσματα (196, 1003, 398, 1035)
article-text: Τήν προσφιλῆ μας σύζυγον, μητέρα, γιαγιά καί ἀδελφήν ΕΛΕΝΗΝ ΚΑΤΣΙΚΑ κηδεύομεν σήμερον εἰς τό Νεκροταφεῖον. (196, 812, 398, 852)
article-left-column (605, 889, 870, 1421)
main-headline: Ἀναμορφοῦται ἡ Θεσσαλονίκη (680, 569, 1078, 665)
article-text: Εἰς μνήμην προσφιλῶν προσώπων κατετέθησαν δωρεαί ὑπέρ φιλανθρωπικῶν ἱδρυμάτων τῆς πόλεως. (4, 616, 188, 655)
article-text: Ἡ χωροταξική μελέτη θά πραγματοποιηθῆ εἰς τέσσερα στάδια: συγκέντρωσις στοιχείων, ἀνάλυσις, σύνθεσις καί τελική διατύπωσις. (605, 1335, 870, 1375)
cartoon-sign-left: ΕΦΑΓΕ ΣΚΟΡΔΟ (127, 2016, 178, 2042)
cartoon-sign-right: ΑΧ... ΣΚΟΡΔΟ (319, 2016, 370, 2042)
brief-headline: Οἱ ΑΓΑΠΗΤΙΚΟΙ ΒΟΜΒΟΠΛΑΝΕΙΟ (909, 1268, 1125, 1283)
article-text: ΑΛΕΞΑΝΔΡΟΥΠΟΛΙΣ — ΒΕΡΟΙΑ — ΔΡΑΜΑ — ΚΑΒΑΛΑ — ΚΑΤΕΡΙΝΗ. Πρόγραμμα κινηματογράφων τῆς ἑβδομάδος. (4, 1530, 188, 1583)
main-deck: Ἀνακοινώσεις τοῦ καθηγητοῦ κ. Τριανταφυλλίδη (648, 828, 1111, 886)
kicker: ΔΥΣΧΕΡΗΣ Η ΘΕΣΙΣ ΤΗΣ ΚΥΒΕΡΝΗΣΕΩΣ (1213, 95, 1513, 111)
article-text: ΝΕΑ ΥΟΡΚΗ, 6. — Ὁ Ἕλλην καθηγητής ὑπεβλήθη ὡς ὑποψήφιος διά τήν ἐπιτροπήν. (1161, 368, 1359, 408)
main-headline-2: διά τῆς χωροταξικῆς μελέτης (651, 664, 1108, 751)
article-text: Εἰς τήν ἀγαπητήν μας κυρίαν καί τόν ἀγαπητόν σύζυγόν της εὐχόμεθα νά ζήσουν τό νεογέννητον. (4, 1237, 188, 1276)
headline: Ο ΦΙΝΤΕΛ ΚΑΣΤΡΟ ΔΕΧΕΤΑΙ ΜΕ... ΜΑΓΙΟ ΤΟΥΣ ΔΗΜΟΣΙΟΓΡΑΦΟΥΣ ΚΑΙ ΤΟΥΣ ΑΝΑΛΥΕΙ ΤΟ ΒΙΕΤΝΑΜΙΚΟΝ (1165, 891, 1561, 956)
cartoon-footnote: ( Ἡ ὀρθή ἀπάντησις εἰς τήν 4ην σελίδα) (106, 2292, 296, 2306)
section-title: ΟΙ ΣΚΟΠΟΙ ΤΗΣ (692, 1145, 784, 1159)
article-text: Κατά τοῦ αὐτομάτου διαζυγίου τάσσεται ἡ Θεολογική Σχολή τοῦ Πανεπιστημίου Θεσσαλονίκης, διά ἐγγράφου πρός τήν Ἱεράν Σύνοδον τῆς Ἐκκλησίας τῆς Ἑλλάδος. (1161, 751, 1565, 778)
article-text: ΤΟΥ ΟΜΙΛΟΥ ΕΠΙΛΕΙΟΥΣΩΝ εἰς Λίμνην Δοϊράνης. ΤΟΥ ΣΥΛΛΟΓΟΥ ΦΙΛΩΝ τῆς Νομαρχίας εἰς Ὄλυμπον καί Ἀλεξάνδρειαν Τσατσαμπαίαν. (406, 1308, 598, 1361)
article-text: ΝΕΑ ΥΟΡΚΗ, 6. — Ὁ Ἕλλην καθηγητής ὑπεβλήθη ὡς ὑποψήφιος διά τήν ἐπιτροπήν. (1161, 325, 1359, 365)
program-a-title: Α' ΠΡΟΓΡΑΜΜΑ (196, 114, 300, 128)
photo-figure (940, 157, 1001, 296)
article-text: Τόν φοιτητήν μας ἀδελφόν καί ἐξάδελφον συγχαίρομεν διά τήν ἐπιτυχίαν του εἰς τάς ἐξετάσεις. (4, 462, 188, 501)
article-text: Συγκαθίστη τό ἔργο τοῦ κ. Ψατησπούλου πού ἀνεβάζει ὁ θίασος εἰς τό Θέατρο Κήπου μέ μεγάλη ἐπιτυχία. Ἡ ὑπόθεσις ἐκτυλίσσεται εἰς μίαν μικράν πόλιν καί ὁ συγγραφεύς ἀποδίδει μέ ἐπιτυχίαν τήν ἀτμόσφαιραν. (406, 115, 598, 195)
article-text: Κατά τοῦ αὐτομάτου διαζυγίου τάσσεται ἡ Θεολογική Σχολή τοῦ Πανεπιστημίου Θεσσαλονίκης, διά ἐγγράφου πρός τήν Ἱεράν Σύνοδον τῆς Ἐκκλησίας τῆς Ἑλλάδος. (1161, 722, 1565, 749)
article-text: ΑΛΕΞΑΝΔΡΟΥΠΟΛΙΣ — ΒΕΡΟΙΑ — ΔΡΑΜΑ — ΚΑΒΑΛΑ — ΚΑΤΕΡΙΝΗ. Πρόγραμμα κινηματογράφων τῆς ἑβδομάδος. (4, 1587, 188, 1640)
headline: Η ΜΕΓΑΛΗ ΒΡΕΤΑΝΝΙΑ ΜΕΙΩΝΕΙ ΤΑΣ ΔΥΝΑΜΕΙΣ ΤΗΣ ΤΑΣ ΕΥΡΙΣΚΟΜΕΝΑΣ ΕΙΣ ΝΟΤΙΑΝΑΤΟΛΙΚΗΝ ΑΣΙΑΝ (1168, 1211, 1558, 1260)
article-text: Συγκαθίστη τό ἔργο τοῦ κ. Ψατησπούλου πού ἀνεβάζει ὁ θίασος εἰς τό Θέατρο Κήπου μέ μεγάλη ἐπιτυχία. Ἡ ὑπόθεσις ἐκτυλίσσεται εἰς μίαν μικράν πόλιν καί ὁ συγγραφεύς ἀποδίδει μέ ἐπιτυχίαν τήν ἀτμόσφαιραν. (406, 621, 598, 701)
article-text: Γνωστοποιεῖται ὅτι μέλλουν νά συζευχθοῦν οἱ κάτωθι, κατά τάς διατάξεις τοῦ Ἀστικοῦ Κώδικος. (4, 940, 188, 979)
brief-headline: ΠΑΡΕΧΩΡΟΝ ΟΙΚΟΠΕΔΟΝ ΔΙΑ ΤΗΝ ΣΧΟΛΗΝ ΜΑΘΗΤΕΙΑΣ ΚΑΒΑΛΑΣ (903, 1314, 1130, 1342)
brief-headline: ΠΑΡΕΒΗ ΤΟΝ ΟΡΚΟΝ ΤΟΥ Ο ΛΟΡΔΟΣ ΜΟΡΑΝ ΜΕ ΤΟ ΒΙΒΛΙΟΝ ΤΟΥ ΠΕΡΙ ΤΣΩΡΤΣΙΛ (1165, 410, 1355, 452)
article-text: Εἰς τήν ἀγαπητήν μας κυρίαν καί τόν ἀγαπητόν σύζυγόν της εὐχόμεθα νά ζήσουν τό νεογέννητον. (4, 1151, 188, 1190)
kicker: ΕΙΣ ΑΚΤΗΝ ΤΗΣ ΚΑΡΑΪΒΙΚΗΣ (1270, 875, 1456, 890)
article-text: ΑΘΗΝΑΙ, 6. — Ὁ Ἀρχιεπίσκοπος Ἀθηνῶν θά συναντηθῆ σήμερον μετά τοῦ Πρωθυπουργοῦ. (880, 991, 1153, 1017)
